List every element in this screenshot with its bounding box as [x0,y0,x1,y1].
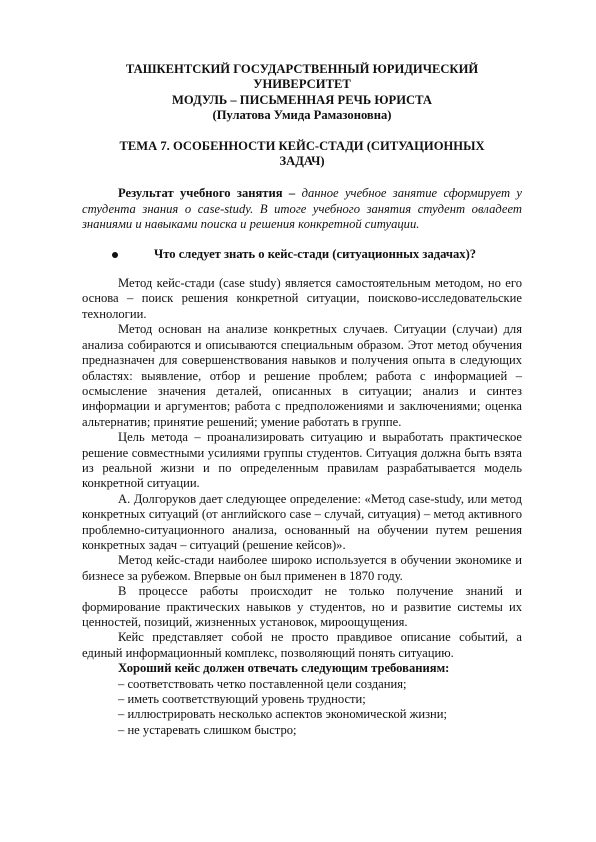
paragraph: Метод кейс-стади (case study) является самостоятельным методом, но его основа – поиск решения конкретной ситуации, поисково-исследовательские технологии. [82,276,522,321]
bullet-dot-icon [112,252,118,258]
lesson-result-lead: Результат учебного занятия – [118,186,296,201]
list-item: – соответствовать четко поставленной цели создания; [118,676,407,691]
question-bullet [82,247,522,262]
list-item: – иметь соответствующий уровень трудности; [118,692,366,707]
question-text: Что следует знать о кейс-стади (ситуационных задачах)? [154,246,477,261]
document-page [82,62,522,738]
lesson-result [82,186,522,232]
list-item: – не устаревать слишком быстро; [118,722,297,737]
paragraph: Кейс представляет собой не просто правдивое описание событий, а единый информационный комплекс, позволяющий понять ситуацию. [82,630,522,660]
requirements-title: Хороший кейс должен отвечать следующим требованиям: [118,661,450,676]
university-name: ТАШКЕНТСКИЙ ГОСУДАРСТВЕННЫЙ ЮРИДИЧЕСКИЙ [125,62,479,76]
paragraph: Цель метода – проанализировать ситуацию и выработать практическое решение совместными усилиями группы студентов. Ситуация должна быть взята из реальной жизни и по определенным правилам разрабатывается модель конкретной ситуации. [82,430,522,491]
document-header [82,62,522,124]
topic-title-line2: ЗАДАЧ) [279,154,325,169]
paragraph: А. Долгоруков дает следующее определение: «Метод case-study, или метод конкретных ситуаций (от английского case – случай, ситуация) – метод активного проблемно-ситуационного анализа, основанный на обучении путем решения конкретных задач – ситуаций (решение кейсов)». [82,491,522,552]
author-name: (Пулатова Умида Рамазоновна) [212,108,392,123]
topic-title-line1: ТЕМА 7. ОСОБЕННОСТИ КЕЙС-СТАДИ (СИТУАЦИОННЫХ [119,138,485,153]
topic-title [82,139,522,170]
module-title: МОДУЛЬ – ПИСЬМЕННАЯ РЕЧЬ ЮРИСТА [172,92,432,107]
paragraph: Метод кейс-стади наиболее широко используется в обучении экономике и бизнесе за рубежом. Впервые он был применен в 1870 году. [82,553,522,583]
paragraph: Метод основан на анализе конкретных случаев. Ситуации (случаи) для анализа собираются и описываются специальным образом. Этот метод обучения предназначен для совершенствования навыков и получения опыта в следующих областях: выявление, отбор и решение проблем; работа с информацией – осмысление значения деталей, описанных в ситуации; анализ и синтез информации и аргументов; работа с предположениями и заключениями; оценка альтернатив; принятие решений; умение работать в группе. [82,322,522,429]
requirements-list [82,677,522,739]
university-name-cont: УНИВЕРСИТЕТ [253,77,351,92]
lesson-result-text: данное учебное занятие сформирует у студента знания о case-study. В итоге учебного занятия студент овладеет знаниями и навыками поиска и решения конкретной ситуации. [82,186,522,232]
paragraph: В процессе работы происходит не только получение знаний и формирование практических навыков у студентов, но и развитие системы их ценностей, позиций, жизненных установок, мироощущения. [82,584,522,629]
list-item: – иллюстрировать несколько аспектов экономической жизни; [118,707,448,722]
